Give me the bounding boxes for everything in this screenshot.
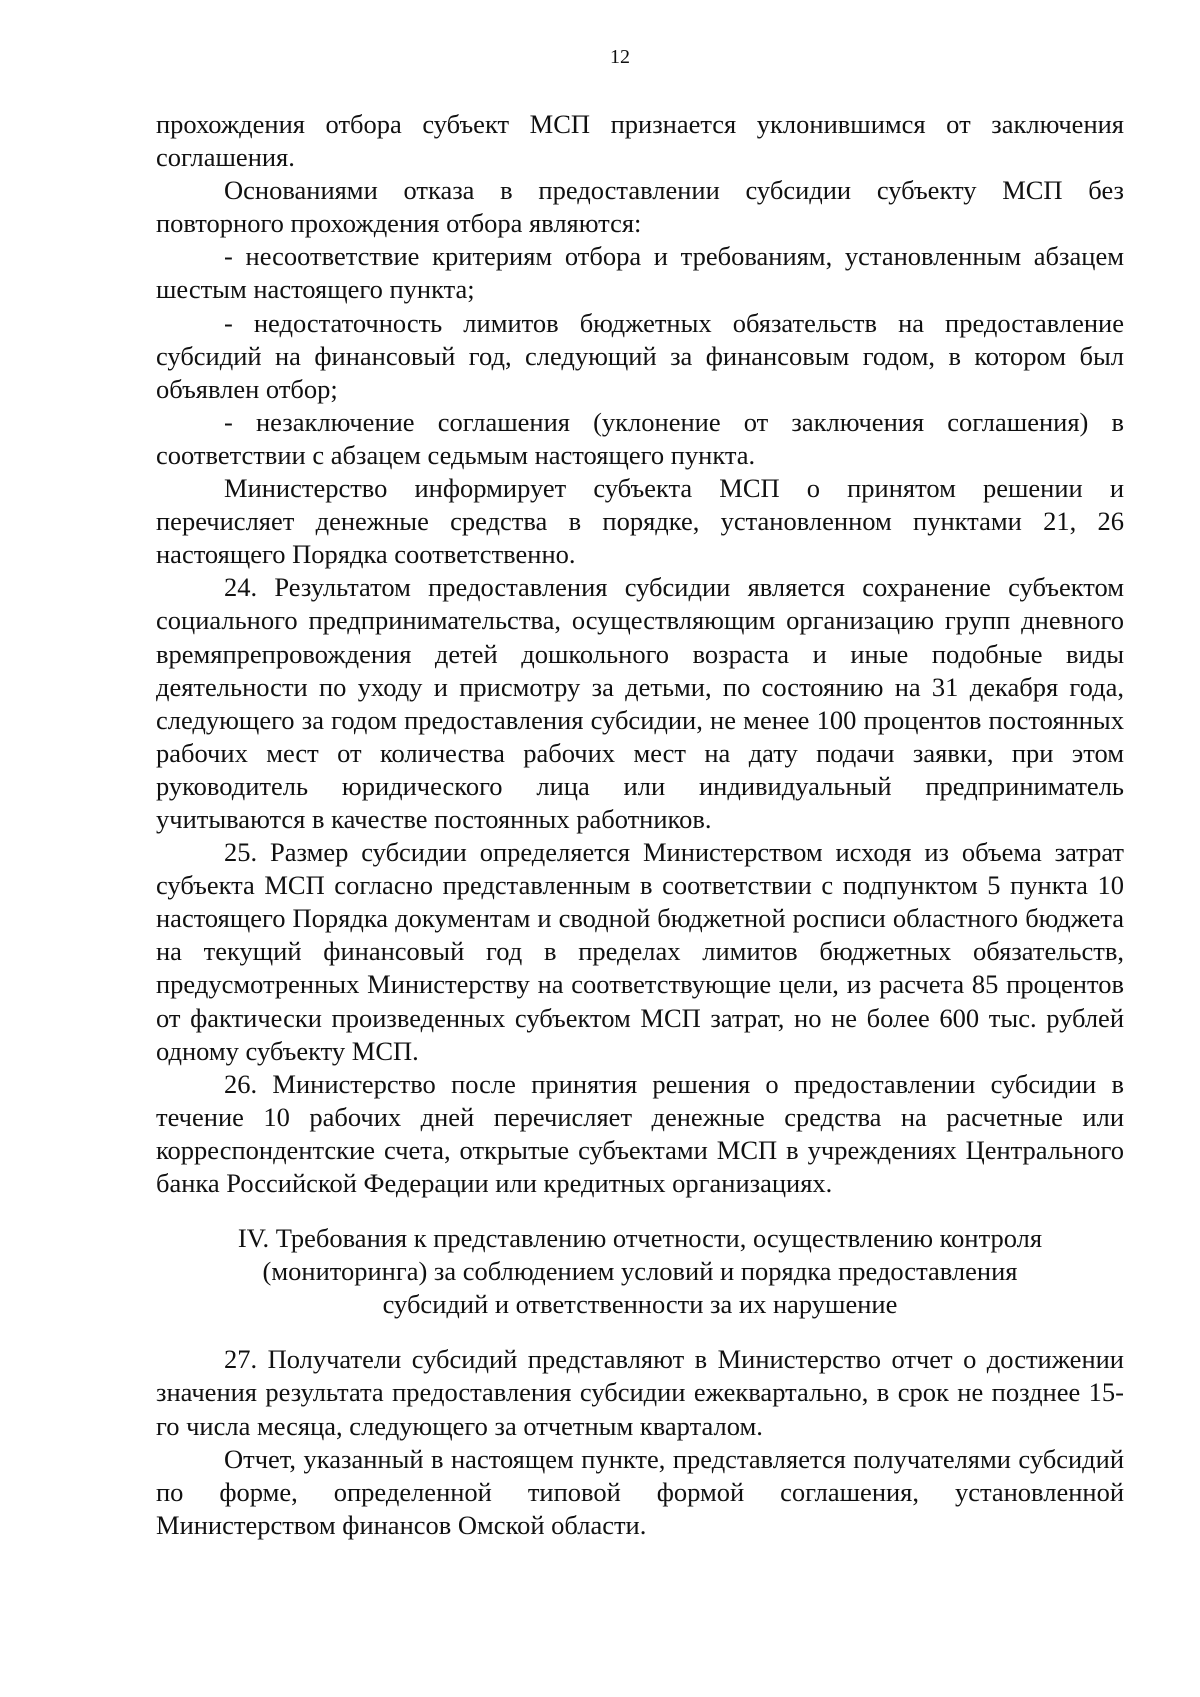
list-item-non-conclusion: - незаключение соглашения (уклонение от заключения соглашения) в соответствии с абзацем седьмым настоящего пункта. — [156, 406, 1124, 470]
paragraph-refusal-grounds: Основаниями отказа в предоставлении субсидии субъекту МСП без повторного прохождения отбора являются: — [156, 175, 1124, 239]
paragraph-item-24: 24. Результатом предоставления субсидии является сохранение субъектом социального предпринимательства, осуществляющим организацию групп дневного времяпрепровождения детей дошкольного возраста и иные подобные виды деятельности по уходу и присмотру за детьми, по состоянию на 31 декабря года, следующего за годом предоставления субсидии, не менее 100 процентов постоянных рабочих мест от количества рабочих мест на дату подачи заявки, при этом руководитель юридического лица или индивидуальный предприниматель учитываются в качестве постоянных работников. — [156, 572, 1124, 834]
paragraph-item-25: 25. Размер субсидии определяется Министерством исходя из объема затрат субъекта МСП согласно представленным в соответствии с подпунктом 5 пункта 10 настоящего Порядка документам и сводной бюджетной росписи областного бюджета на текущий финансовый год в пределах лимитов бюджетных обязательств, предусмотренных Министерству на соответствующие цели, из расчета 85 процентов от фактически произведенных субъектом МСП затрат, но не более 600 тыс. рублей одному субъекту МСП. — [156, 837, 1124, 1066]
page-number: 12 — [610, 46, 630, 68]
list-item-insufficient-limits: - недостаточность лимитов бюджетных обязательств на предоставление субсидий на финансовый год, следующий за финансовым годом, в котором был объявлен отбор; — [156, 307, 1124, 404]
section-heading-line-3: субсидий и ответственности за их нарушение — [382, 1289, 898, 1320]
list-item-noncompliance: - несоответствие критериям отбора и требованиям, установленным абзацем шестым настоящего пункта; — [156, 241, 1124, 305]
document-body — [156, 108, 1124, 1542]
paragraph-report-form: Отчет, указанный в настоящем пункте, представляется получателями субсидий по форме, определенной типовой формой соглашения, установленной Министерством финансов Омской области. — [156, 1443, 1124, 1540]
paragraph-ministry-informs: Министерство информирует субъекта МСП о принятом решении и перечисляет денежные средства в порядке, установленном пунктами 21, 26 настоящего Порядка соответственно. — [156, 473, 1124, 570]
paragraph-continuation: прохождения отбора субъект МСП признается уклонившимся от заключения соглашения. — [156, 109, 1124, 173]
section-heading-iv — [156, 1222, 1124, 1321]
section-heading-line-2: (мониторинга) за соблюдением условий и порядка предоставления — [262, 1256, 1018, 1287]
paragraph-item-27: 27. Получатели субсидий представляют в Министерство отчет о достижении значения результата предоставления субсидии ежеквартально, в срок не позднее 15-го числа месяца, следующего за отчетным кварталом. — [156, 1344, 1124, 1441]
paragraph-item-26: 26. Министерство после принятия решения о предоставлении субсидии в течение 10 рабочих дней перечисляет денежные средства на расчетные или корреспондентские счета, открытые субъектами МСП в учреждениях Центрального банка Российской Федерации или кредитных организациях. — [156, 1068, 1124, 1198]
section-heading-line-1: IV. Требования к представлению отчетности, осуществлению контроля — [237, 1223, 1043, 1254]
